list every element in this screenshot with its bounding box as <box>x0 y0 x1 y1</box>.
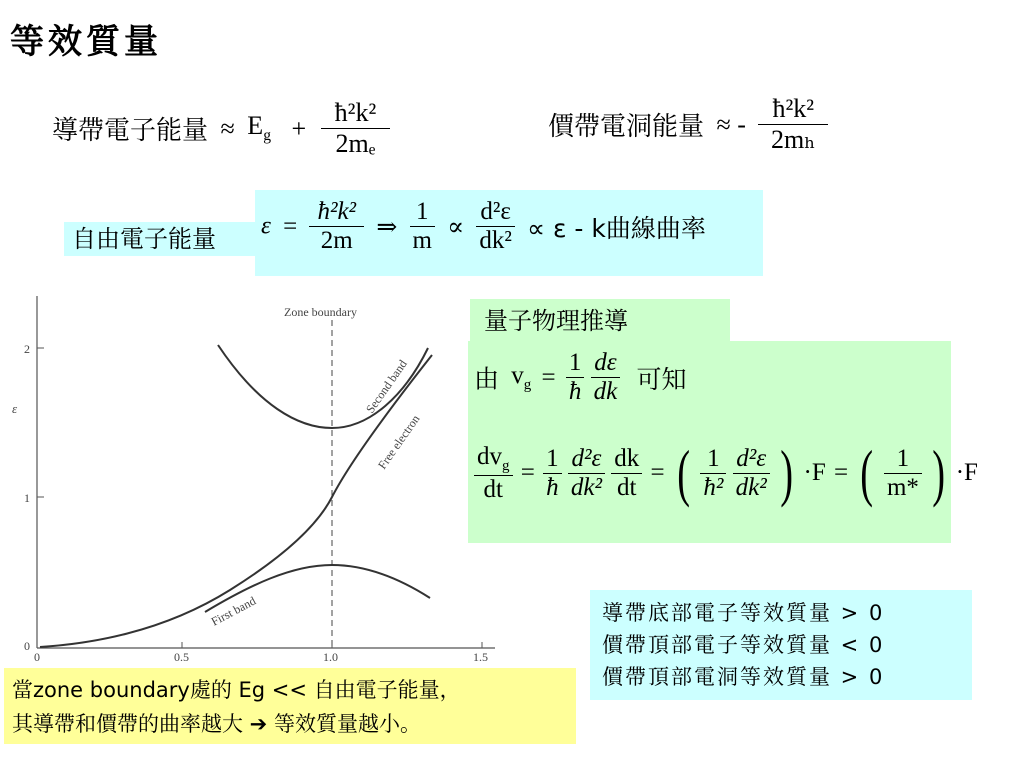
free-fraction-3 <box>476 198 515 255</box>
summary-line-1: 導帶底部電子等效質量 > 0 <box>602 601 885 625</box>
conduction-fraction <box>321 98 391 159</box>
one-numerator: 1 <box>566 349 585 378</box>
summary-line-3: 價帶頂部電洞等效質量 > 0 <box>602 665 885 689</box>
de-over-dk <box>591 349 621 406</box>
free-numerator-1: ħ²k² <box>309 198 364 227</box>
one-over-hbar-2: $\frac{1}{ħ}$ <box>543 445 562 502</box>
free-denominator-1: 2m <box>320 227 353 254</box>
epsilon-symbol: ε <box>261 212 271 240</box>
valence-band-equation <box>548 94 828 155</box>
derivation-box: 由 $v_g$ = $\frac{1}{ħ}$ $\frac{d\varepsilon}{dk}$ 可知 $\frac{dv_g}{dt}$ = $\frac{1}{ħ}$ $\frac{\text{d²ε}}{\text{dk²}}$ $\frac{dk}{dt}$ = ( $\frac{1}{\text{ħ²}}$ $\frac{\text{d²ε}}{\text{dk²}}$ ) ·F = ( $\frac{1}{m*}$ ) ·F <box>468 341 951 543</box>
note-box <box>4 668 576 744</box>
dot-f-1: ·F <box>803 459 826 486</box>
free-electron-equation-box <box>255 190 763 276</box>
approx-symbol: ≈ <box>220 113 235 143</box>
y-tick-label-2: 2 <box>24 342 30 356</box>
one-over-hbar <box>566 349 585 406</box>
derivation-equals: = <box>541 363 556 391</box>
dvg-over-dt <box>474 443 513 504</box>
derivation-header-box <box>470 299 730 341</box>
summary-box <box>590 590 972 700</box>
d2e-over-dk2: $\frac{\text{d²ε}}{\text{dk²}}$ <box>568 445 605 502</box>
derivation-prefix: 由 <box>474 364 500 394</box>
free-electron-label-graph: Free electron <box>374 412 423 472</box>
valence-numerator: ħ²k² <box>758 94 828 125</box>
x-tick-label-15: 1.5 <box>473 650 488 664</box>
note-line-2: 其導帶和價帶的曲率越大 ➔ 等效質量越小。 <box>12 712 421 736</box>
valence-label: 價帶電洞能量 <box>548 112 705 142</box>
eg-subscript: g <box>263 127 271 145</box>
de-numerator: dε <box>591 349 621 378</box>
vg-symbol: v <box>511 361 524 389</box>
second-band-curve <box>218 345 428 428</box>
derivation-header: 量子物理推導 <box>484 307 628 335</box>
dk-denominator: dk <box>593 378 618 405</box>
dvg-numerator: $dv_g$ <box>474 443 513 476</box>
eg-symbol: E <box>247 111 264 141</box>
free-denominator-3: dk² <box>479 227 512 254</box>
dot-f-2: ·F <box>955 459 978 486</box>
one-over-hbar-squared: $\frac{1}{\text{ħ²}}$ <box>700 445 726 502</box>
x-tick-label-05: 0.5 <box>174 650 189 664</box>
hbar-denominator: ħ <box>568 378 582 405</box>
free-numerator-2: 1 <box>410 198 435 227</box>
free-electron-label-box <box>64 222 264 256</box>
implies-symbol: ⇒ <box>376 213 398 241</box>
equals-symbol: = <box>283 212 298 240</box>
summary-line-2: 價帶頂部電子等效質量 < 0 <box>602 633 885 657</box>
second-band-label: Second band <box>362 357 410 416</box>
free-denominator-2: m <box>412 227 432 254</box>
y-axis-label: ε <box>12 401 18 416</box>
valence-denominator: 2mₕ <box>771 125 816 154</box>
dt-denominator: dt <box>483 475 503 503</box>
conduction-numerator: ħ²k² <box>321 98 391 129</box>
free-electron-label: 自由電子能量 <box>72 225 216 253</box>
first-band-label: First band <box>208 593 259 629</box>
y-tick-label-1: 1 <box>24 491 30 505</box>
free-fraction-2 <box>410 198 435 255</box>
zone-boundary-label: Zone boundary <box>284 305 357 319</box>
valence-approx-minus: ≈ - <box>716 109 746 139</box>
band-structure-graph <box>0 290 500 680</box>
one-over-mstar: $\frac{1}{m*}$ <box>884 445 922 502</box>
plus-symbol: + <box>291 113 307 143</box>
vg-subscript: g <box>523 376 532 393</box>
x-tick-label-10: 1.0 <box>323 650 338 664</box>
proportional-symbol: ∝ <box>447 213 465 241</box>
curvature-text: ∝ ε - k曲線曲率 <box>527 213 706 243</box>
page-title: 等效質量 <box>10 22 162 62</box>
x-tick-label-0: 0 <box>34 650 40 664</box>
note-line-1: 當zone boundary處的 Eg << 自由電子能量， <box>12 678 461 702</box>
conduction-label: 導帶電子能量 <box>52 116 209 146</box>
derivation-suffix: 可知 <box>636 364 687 394</box>
d2e-over-dk2-2: $\frac{\text{d²ε}}{\text{dk²}}$ <box>733 445 770 502</box>
conduction-band-equation <box>52 98 390 159</box>
dk-over-dt: $\frac{dk}{dt}$ <box>611 445 642 502</box>
valence-fraction <box>758 94 828 155</box>
free-numerator-3: d²ε <box>476 198 515 227</box>
free-fraction-1 <box>309 198 364 255</box>
y-tick-label-0: 0 <box>24 639 30 653</box>
conduction-denominator: 2mₑ <box>335 129 376 158</box>
